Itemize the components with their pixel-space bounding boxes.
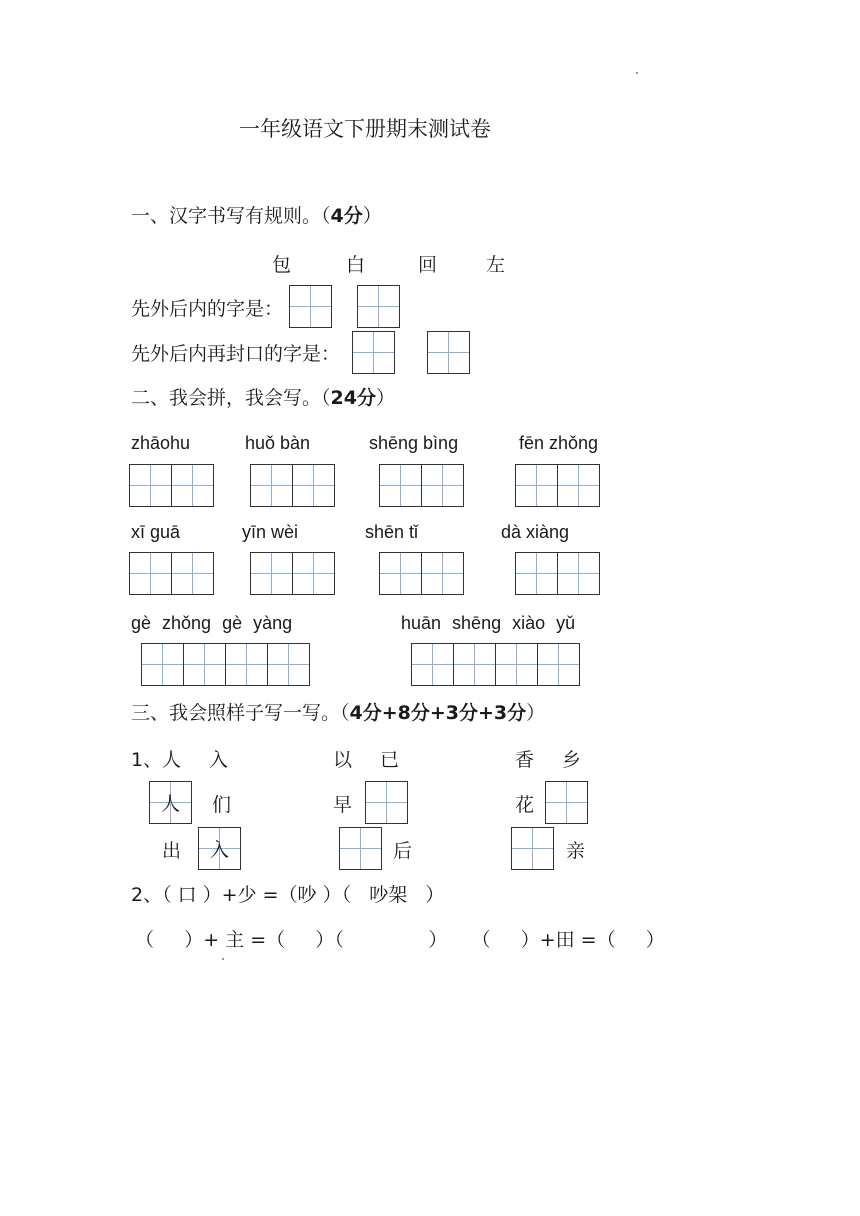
question-2-example: 2、（ 口 ）+少 =（吵 ）（ 吵架 ） (131, 884, 445, 906)
prompt-outside-inside-close: 先外后内再封口的字是： (131, 343, 341, 365)
answer-grid[interactable] (365, 781, 408, 824)
char-qin: 亲 (566, 840, 586, 862)
section1-heading-text: 一、汉字书写有规则。（ (131, 205, 331, 227)
char-hua: 花 (515, 794, 535, 816)
section1-heading (131, 207, 382, 226)
char-zao: 早 (333, 794, 353, 816)
pinyin-label: dà xiàng (501, 522, 570, 542)
section2-score: 24分 (330, 387, 376, 409)
example-char: 人 (160, 793, 180, 815)
section3-heading (131, 704, 545, 723)
pinyin-label: shēng bìng (369, 433, 459, 453)
char-hui: 回 (418, 254, 438, 276)
char-zuo: 左 (486, 254, 506, 276)
section1-score: 4分 (330, 205, 363, 227)
answer-grid[interactable] (411, 643, 580, 686)
question-2-blanks[interactable]: （ ）+ 主 =（ ）（ ） （ ）+田 =（ ） (135, 929, 665, 951)
pinyin-label: huǒ bàn (245, 433, 311, 453)
answer-grid[interactable] (250, 464, 335, 507)
section2-heading-text: 二、我会拼，我会写。（ (131, 387, 331, 409)
section3-score: 4分+8分+3分+3分 (349, 702, 527, 724)
pinyin-label: huān shēng xiào yǔ (401, 613, 576, 633)
pinyin-label: fēn zhǒng (519, 433, 599, 453)
pinyin-label: xī guā (131, 522, 181, 542)
char-bai: 白 (346, 254, 366, 276)
answer-grid[interactable] (352, 331, 395, 374)
answer-grid[interactable] (357, 285, 400, 328)
pinyin-label: shēn tǐ (365, 522, 419, 542)
example-grid (149, 781, 192, 824)
answer-grid[interactable] (515, 464, 600, 507)
section2-heading (131, 389, 395, 408)
example-char: 入 (209, 839, 229, 861)
section2-close: ） (375, 387, 395, 409)
scan-dot (636, 72, 638, 74)
char-men: 们 (212, 794, 232, 816)
char-pair: 以 已 (333, 749, 400, 771)
answer-grid[interactable] (339, 827, 382, 870)
char-hou: 后 (393, 840, 413, 862)
section3-close: ） (526, 702, 546, 724)
char-bao: 包 (272, 254, 292, 276)
answer-grid[interactable] (427, 331, 470, 374)
answer-grid[interactable] (129, 464, 214, 507)
section3-heading-text: 三、我会照样子写一写。（ (131, 702, 350, 724)
pinyin-label: zhāohu (131, 433, 191, 453)
pinyin-label: gè zhǒng gè yàng (131, 613, 293, 633)
answer-grid[interactable] (379, 464, 464, 507)
answer-grid[interactable] (379, 552, 464, 595)
char-pair: 人 入 (162, 749, 229, 771)
section1-close: ） (362, 205, 382, 227)
answer-grid[interactable] (289, 285, 332, 328)
answer-grid[interactable] (515, 552, 600, 595)
page-title: 一年级语文下册期末测试卷 (239, 117, 491, 141)
question-number: 1、 (131, 749, 163, 771)
answer-grid[interactable] (545, 781, 588, 824)
prompt-outside-inside: 先外后内的字是： (131, 298, 284, 320)
example-grid (198, 827, 241, 870)
answer-grid[interactable] (129, 552, 214, 595)
char-chu: 出 (162, 840, 182, 862)
answer-grid[interactable] (250, 552, 335, 595)
answer-grid[interactable] (511, 827, 554, 870)
pinyin-label: yīn wèi (242, 522, 299, 542)
scan-dot (222, 958, 224, 960)
answer-grid[interactable] (141, 643, 310, 686)
char-pair: 香 乡 (515, 749, 582, 771)
